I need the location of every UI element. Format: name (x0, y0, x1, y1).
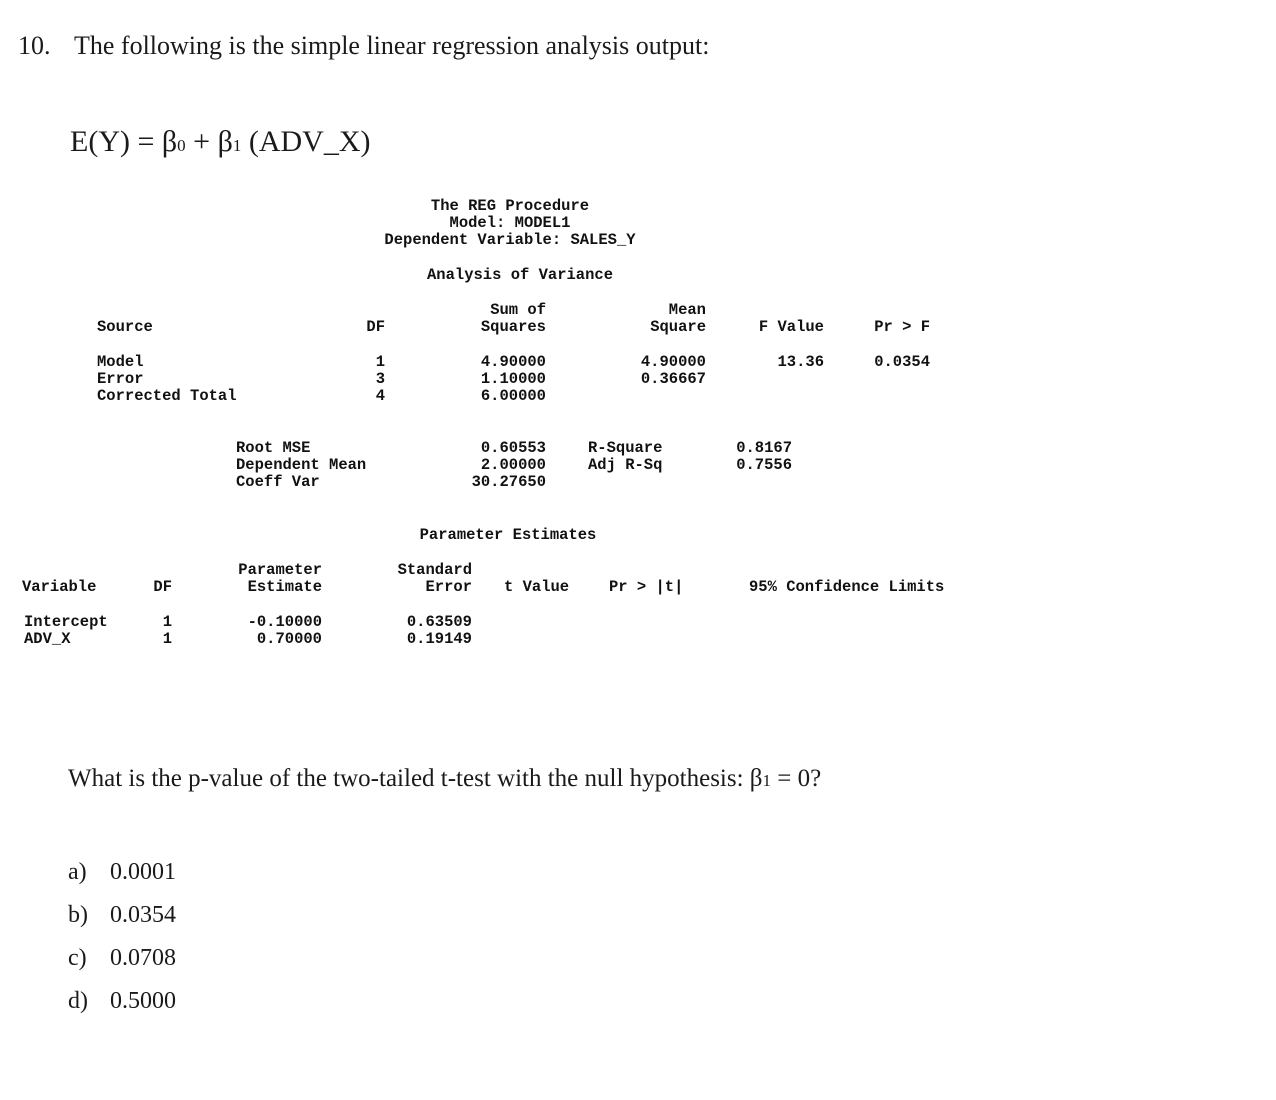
anova-total-ss: 6.00000 (480, 387, 546, 405)
regression-equation (70, 125, 370, 159)
question-text (68, 765, 821, 793)
answer-option-b[interactable] (68, 902, 176, 929)
anova-header-p: Pr > F (874, 318, 930, 336)
anova-total-df: 4 (375, 387, 385, 405)
param-intercept-variable: Intercept (24, 613, 108, 631)
param-title: Parameter Estimates (419, 526, 597, 544)
anova-error-ss: 1.10000 (480, 370, 546, 388)
param-header-df: DF (153, 578, 172, 596)
answer-option-a[interactable] (68, 859, 176, 886)
param-intercept-estimate: -0.10000 (247, 613, 322, 631)
param-header-variable: Variable (22, 578, 97, 596)
anova-model-p: 0.0354 (874, 353, 930, 371)
param-header-cl: 95% Confidence Limits (749, 578, 945, 596)
fit-adj-rsq-label: Adj R-Sq (588, 456, 663, 474)
question-sub: 1 (762, 771, 772, 790)
fit-rsquare-value: 0.8167 (736, 439, 792, 457)
option-label: c) (68, 945, 87, 971)
anova-model-source: Model (97, 353, 144, 371)
fit-root-mse-value: 0.60553 (480, 439, 546, 457)
anova-header-ss-1: Sum of (490, 301, 546, 319)
anova-error-df: 3 (375, 370, 385, 388)
option-value: 0.0001 (110, 859, 176, 885)
option-value: 0.0354 (110, 902, 176, 928)
param-header-se-2: Error (425, 578, 472, 596)
param-intercept-se: 0.63509 (406, 613, 472, 631)
fit-root-mse-label: Root MSE (236, 439, 311, 457)
fit-adj-rsq-value: 0.7556 (736, 456, 792, 474)
anova-title: Analysis of Variance (426, 266, 614, 284)
anova-model-f: 13.36 (777, 353, 824, 371)
anova-error-ms: 0.36667 (640, 370, 706, 388)
fit-dep-mean-label: Dependent Mean (236, 456, 367, 474)
param-advx-se: 0.19149 (406, 630, 472, 648)
sas-title-model: Model: MODEL1 (449, 214, 571, 232)
question-intro: The following is the simple linear regression analysis output: (74, 31, 710, 60)
sas-title-procedure: The REG Procedure (430, 197, 590, 215)
equation-sub-1: 1 (232, 136, 242, 155)
equation-rhs: (ADV_X) (241, 125, 371, 158)
option-label: d) (68, 988, 88, 1014)
param-intercept-df: 1 (162, 613, 172, 631)
option-value: 0.0708 (110, 945, 176, 971)
param-header-t: t Value (504, 578, 570, 596)
param-header-p: Pr > |t| (609, 578, 684, 596)
anova-model-ss: 4.90000 (480, 353, 546, 371)
anova-model-df: 1 (375, 353, 385, 371)
fit-rsquare-label: R-Square (588, 439, 663, 457)
answer-option-c[interactable] (68, 945, 176, 972)
param-advx-variable: ADV_X (24, 630, 71, 648)
anova-error-source: Error (97, 370, 144, 388)
option-value: 0.5000 (110, 988, 176, 1014)
param-header-se-1: Standard (397, 561, 472, 579)
equation-lhs: E(Y) = β (70, 125, 178, 158)
anova-header-ms-1: Mean (668, 301, 706, 319)
question-number: 10. (18, 31, 51, 60)
equation-plus: + β (185, 125, 233, 158)
anova-header-f: F Value (758, 318, 824, 336)
anova-header-ss-2: Squares (480, 318, 546, 336)
anova-header-df: DF (366, 318, 385, 336)
param-advx-df: 1 (162, 630, 172, 648)
param-header-est-1: Parameter (238, 561, 322, 579)
anova-header-source: Source (97, 318, 153, 336)
anova-total-source: Corrected Total (97, 387, 237, 405)
answer-option-d[interactable] (68, 988, 176, 1015)
question-suffix: = 0? (771, 765, 822, 792)
sas-title-dependent: Dependent Variable: SALES_Y (384, 231, 636, 249)
fit-dep-mean-value: 2.00000 (480, 456, 546, 474)
anova-header-ms-2: Square (650, 318, 706, 336)
equation-sub-0: 0 (177, 136, 186, 155)
question-prefix: What is the p-value of the two-tailed t-test with the null hypothesis: β (68, 765, 763, 792)
param-advx-estimate: 0.70000 (256, 630, 322, 648)
anova-model-ms: 4.90000 (640, 353, 706, 371)
option-label: a) (68, 859, 87, 885)
param-header-est-2: Estimate (247, 578, 322, 596)
fit-coeff-var-label: Coeff Var (236, 473, 320, 491)
option-label: b) (68, 902, 88, 928)
fit-coeff-var-value: 30.27650 (471, 473, 546, 491)
